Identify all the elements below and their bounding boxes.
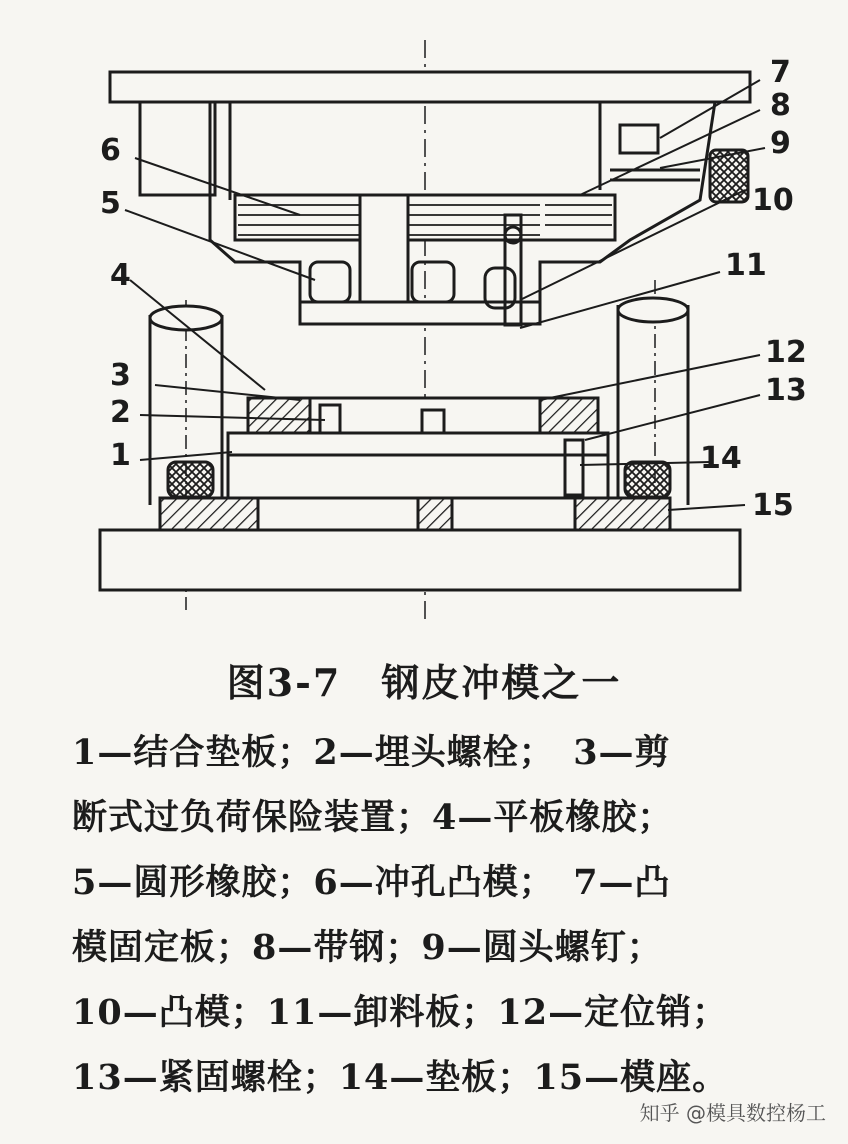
callout-7: 7 [770, 55, 791, 90]
callout-9: 9 [770, 126, 791, 161]
base-plate [100, 530, 740, 590]
legend-line: 10—凸模；11—卸料板；12—定位销； [72, 992, 729, 1033]
legend-line: 5—圆形橡胶；6—冲孔凸模； 7—凸 [72, 862, 671, 903]
punch-fixing-plate [235, 195, 615, 240]
round-rubber-left [310, 262, 350, 302]
callout-10: 10 [752, 183, 794, 218]
overload-device-left [248, 398, 310, 433]
callout-1: 1 [110, 438, 131, 473]
rubber-block-right [625, 462, 670, 497]
callout-4: 4 [110, 258, 131, 293]
round-rubber-right [412, 262, 454, 302]
legend-line: 模固定板；8—带钢；9—圆头螺钉； [72, 927, 663, 968]
callout-14: 14 [700, 441, 742, 476]
callout-3: 3 [110, 358, 131, 393]
upper-die-plate [110, 72, 750, 102]
overload-device-right [540, 398, 598, 433]
lower-die [310, 398, 540, 433]
backing-plate [228, 433, 608, 498]
figure-caption: 图3-7 钢皮冲模之一 [226, 660, 622, 705]
callout-13: 13 [765, 373, 807, 408]
callout-11: 11 [725, 248, 767, 283]
legend-line: 1—结合垫板；2—埋头螺栓； 3—剪 [72, 732, 671, 773]
callout-8: 8 [770, 88, 791, 123]
watermark: 知乎 @模具数控杨工 [639, 1101, 826, 1125]
rubber-block-left [168, 462, 213, 497]
parts-legend [72, 720, 832, 1110]
callout-6: 6 [100, 133, 121, 168]
callout-12: 12 [765, 335, 807, 370]
callout-2: 2 [110, 395, 131, 430]
callout-15: 15 [752, 488, 794, 523]
legend-line: 13—紧固螺栓；14—垫板；15—模座。 [72, 1057, 729, 1098]
legend-line: 断式过负荷保险装置；4—平板橡胶； [72, 797, 674, 838]
callout-5: 5 [100, 186, 121, 221]
